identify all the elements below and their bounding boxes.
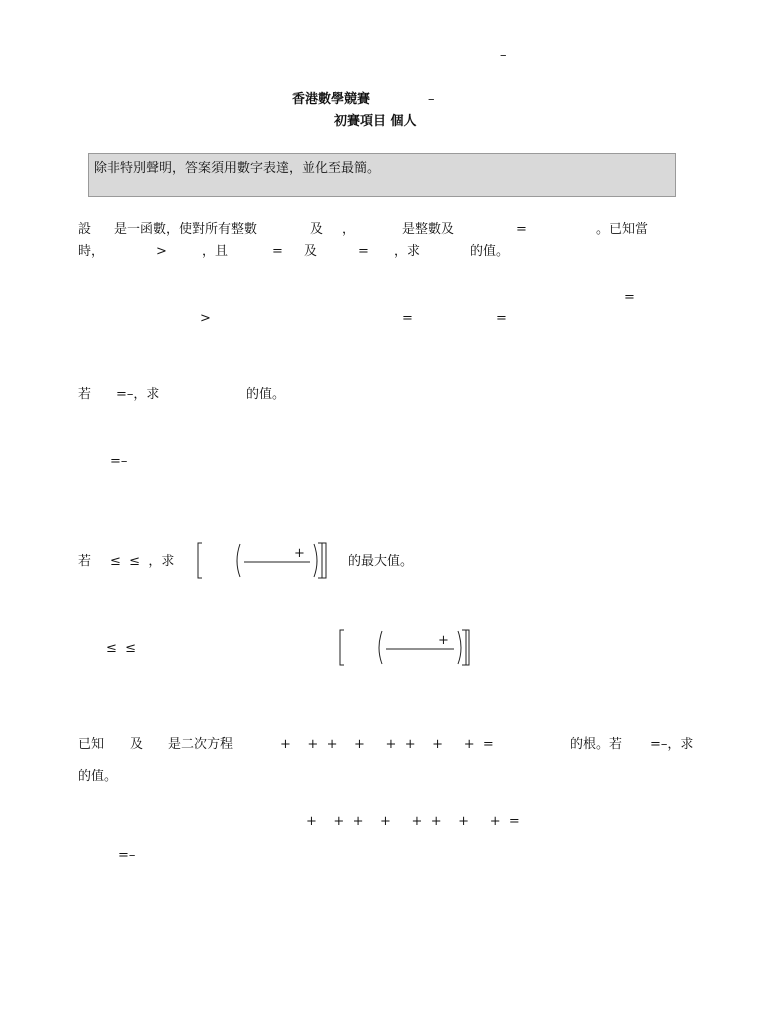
q1-solution-b: = xyxy=(402,311,413,326)
q2-text-a: 若 xyxy=(78,387,92,402)
q1-solution-eq: = xyxy=(624,290,635,305)
q4-text-d: 的根。若 xyxy=(570,737,623,752)
q2-text-c: 的值。 xyxy=(246,387,286,402)
q1-solution-c: = xyxy=(496,311,507,326)
q1-text-f: = xyxy=(516,222,527,237)
q3-text-a: 若 xyxy=(78,554,92,569)
q1-line2-g: ，求 xyxy=(394,244,421,259)
title-dash: – xyxy=(428,92,435,107)
q1-text-a: 設 xyxy=(78,222,92,237)
q1-text-g: 。已知當 xyxy=(596,222,649,237)
page-title: 香港數學競賽 xyxy=(292,92,371,107)
q4-solution: =– xyxy=(118,848,136,863)
q4-text-e: =–，求 xyxy=(650,737,694,752)
q3-plus: + xyxy=(294,546,305,561)
instructions-text: 除非特別聲明，答案須用數字表達，並化至最簡。 xyxy=(94,161,381,176)
q1-line2-c: ，且 xyxy=(202,244,229,259)
q3-text-c: 的最大值。 xyxy=(348,554,414,569)
q1-line2-h: 的值。 xyxy=(470,244,510,259)
q1-line2-b: > xyxy=(156,244,167,259)
page-mark: – xyxy=(500,48,507,63)
q1-text-b: 是一函數，使對所有整數 xyxy=(114,222,258,237)
instructions-box xyxy=(88,153,676,197)
q1-line2-e: 及 xyxy=(304,244,318,259)
q1-text-d: ， xyxy=(342,222,356,237)
q1-solution-a: > xyxy=(200,311,211,326)
q2-solution: =– xyxy=(110,454,128,469)
q4-text-a: 已知 xyxy=(78,737,105,752)
q1-text-c: 及 xyxy=(310,222,324,237)
q4-equation: + + + + + + + + = xyxy=(280,737,494,752)
q3-floor-bracket-expression xyxy=(196,541,330,581)
q4-solution-equation: + + + + + + + + = xyxy=(306,814,520,829)
q3-solution-bracket-expression xyxy=(338,628,472,668)
q4-text-c: 是二次方程 xyxy=(168,737,234,752)
q1-text-e: 是整數及 xyxy=(402,222,455,237)
q1-line2-f: = xyxy=(358,244,369,259)
page-subtitle: 初賽項目 個人 xyxy=(334,114,417,129)
q1-line2-a: 時， xyxy=(78,244,105,259)
q4-text-f: 的值。 xyxy=(78,769,118,784)
q3-solution-range: ≤ ≤ xyxy=(106,641,137,656)
q2-text-b: =–，求 xyxy=(116,387,160,402)
q3-text-b: ≤ ≤ ，求 xyxy=(110,554,175,569)
q4-text-b: 及 xyxy=(130,737,144,752)
q3-solution-plus: + xyxy=(438,633,449,648)
q1-line2-d: = xyxy=(272,244,283,259)
